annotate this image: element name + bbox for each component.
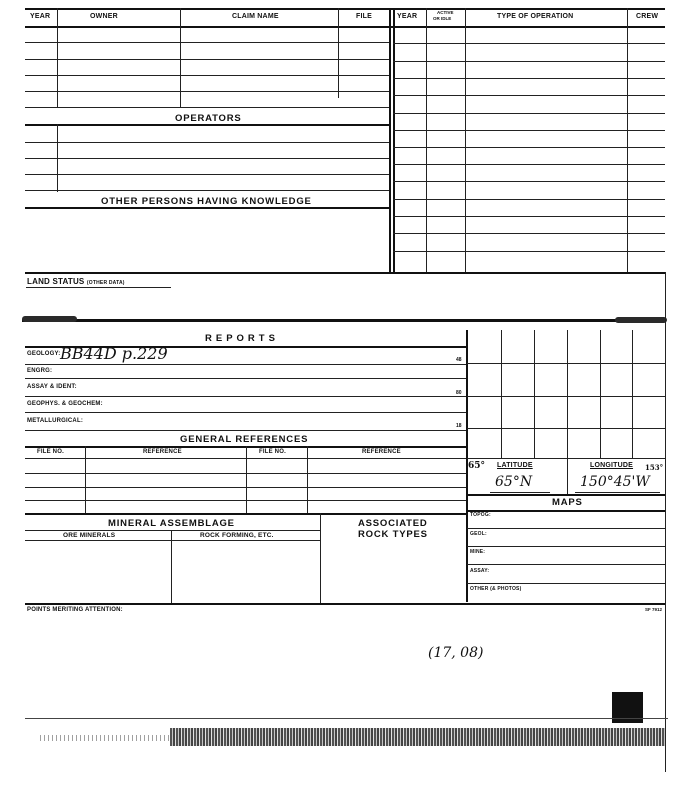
divider — [467, 396, 665, 397]
maps-other: OTHER (& PHOTOS) — [470, 586, 522, 592]
header-crew: CREW — [636, 13, 659, 20]
divider — [25, 364, 466, 365]
divider — [25, 500, 466, 501]
divider — [25, 603, 665, 605]
divider — [393, 95, 665, 96]
divider — [467, 510, 665, 512]
metallurgical-label: METALLURGICAL: — [27, 418, 84, 424]
points-meriting-attention-label: POINTS MERITING ATTENTION: — [27, 607, 123, 613]
divider — [393, 147, 665, 148]
scan-noise-band — [40, 735, 170, 741]
reference-header-1: REFERENCE — [143, 449, 182, 455]
divider — [393, 61, 665, 62]
divider — [25, 91, 389, 92]
divider — [467, 546, 665, 547]
divider — [467, 583, 665, 584]
header-year: YEAR — [30, 13, 51, 20]
divider — [467, 363, 665, 364]
lat-prefix: 65° — [468, 461, 486, 471]
longitude-value: 150°45'W — [580, 474, 650, 490]
divider — [393, 130, 665, 131]
divider — [25, 42, 389, 43]
maps-topog: TOPOG: — [470, 512, 491, 518]
divider — [25, 513, 466, 515]
divider — [171, 530, 172, 603]
lon-suffix: 153° — [645, 463, 664, 472]
divider — [600, 330, 601, 458]
divider — [389, 8, 391, 272]
longitude-label: LONGITUDE — [590, 462, 634, 469]
header-type-of-operation: TYPE OF OPERATION — [497, 13, 574, 20]
form-number: SF 7912 — [645, 607, 663, 612]
assay-ident-label: ASSAY & IDENT: — [27, 384, 77, 390]
engrg-label: ENGRG: — [27, 368, 53, 374]
land-status-title: LAND STATUS — [27, 277, 85, 286]
header-owner: OWNER — [90, 13, 118, 20]
latitude-label: LATITUDE — [497, 462, 533, 469]
divider — [25, 142, 389, 143]
divider — [338, 8, 339, 98]
num-48: 48 — [456, 357, 462, 363]
divider — [25, 540, 320, 541]
maps-geol: GEOL: — [470, 531, 487, 537]
divider — [567, 330, 568, 458]
divider — [467, 528, 665, 529]
other-persons-heading: OTHER PERSONS HAVING KNOWLEDGE — [101, 196, 312, 207]
divider — [393, 251, 665, 252]
divider — [320, 513, 321, 603]
divider — [25, 26, 665, 28]
operators-heading: OPERATORS — [175, 113, 242, 124]
divider — [25, 207, 389, 209]
divider — [25, 396, 466, 397]
geology-handwritten: BB44D p.229 — [60, 344, 168, 363]
ore-minerals-header: ORE MINERALS — [63, 532, 116, 539]
geology-label: GEOLOGY: — [27, 351, 61, 357]
num-18: 18 — [456, 423, 462, 429]
reference-header-2: REFERENCE — [362, 449, 401, 455]
num-80: 80 — [456, 390, 462, 396]
divider — [307, 446, 308, 513]
divider — [25, 718, 668, 719]
scan-noise-band — [170, 728, 665, 746]
divider — [25, 158, 389, 159]
associated-heading: ASSOCIATED — [358, 518, 428, 529]
divider — [25, 107, 389, 108]
rock-types-heading: ROCK TYPES — [358, 529, 428, 540]
land-status-label — [27, 277, 125, 286]
divider — [25, 8, 665, 10]
divider — [25, 530, 320, 531]
mineral-assemblage-heading: MINERAL ASSEMBLAGE — [108, 518, 235, 529]
divider — [393, 216, 665, 217]
divider — [501, 330, 502, 458]
file-no-header-2: FILE NO. — [259, 449, 286, 455]
divider — [393, 164, 665, 165]
maps-assay: ASSAY: — [470, 568, 490, 574]
divider — [393, 113, 665, 114]
divider — [534, 330, 535, 458]
header-or-idle: OR IDLE — [433, 16, 452, 21]
divider — [467, 458, 665, 459]
divider — [632, 330, 633, 458]
header-year-2: YEAR — [397, 13, 418, 20]
divider — [25, 59, 389, 60]
divider — [393, 199, 665, 200]
divider — [180, 8, 181, 108]
land-status-sub: (OTHER DATA) — [86, 280, 125, 286]
divider — [393, 233, 665, 234]
smudge-mark — [615, 317, 667, 323]
divider — [393, 181, 665, 182]
handwritten-note: (17, 08) — [428, 645, 484, 661]
divider — [25, 190, 389, 191]
divider — [490, 492, 550, 493]
divider — [393, 78, 665, 79]
divider — [25, 430, 466, 431]
divider — [467, 494, 665, 496]
divider — [85, 446, 86, 513]
divider — [25, 473, 466, 474]
divider — [22, 319, 666, 322]
divider — [25, 174, 389, 175]
divider — [467, 564, 665, 565]
header-claim-name: CLAIM NAME — [232, 13, 279, 20]
maps-heading: MAPS — [552, 497, 583, 508]
smudge-mark — [22, 316, 77, 322]
latitude-value: 65°N — [495, 474, 533, 490]
divider — [467, 428, 665, 429]
divider — [393, 43, 665, 44]
maps-mine: MINE: — [470, 549, 486, 555]
rock-forming-header: ROCK FORMING, ETC. — [200, 532, 274, 539]
file-no-header-1: FILE NO. — [37, 449, 64, 455]
divider — [25, 75, 389, 76]
header-active: ACTIVE — [437, 10, 454, 15]
divider — [665, 272, 666, 772]
divider — [25, 412, 466, 413]
divider — [25, 487, 466, 488]
divider — [567, 458, 568, 494]
divider — [575, 492, 660, 493]
divider — [25, 272, 665, 274]
header-file: FILE — [356, 13, 372, 20]
general-references-heading: GENERAL REFERENCES — [180, 434, 309, 445]
divider — [246, 446, 247, 513]
reports-heading: REPORTS — [205, 333, 279, 344]
divider — [25, 378, 466, 379]
divider — [57, 8, 58, 108]
geophys-label: GEOPHYS. & GEOCHEM: — [27, 401, 103, 407]
divider — [26, 287, 171, 288]
divider — [25, 124, 389, 126]
